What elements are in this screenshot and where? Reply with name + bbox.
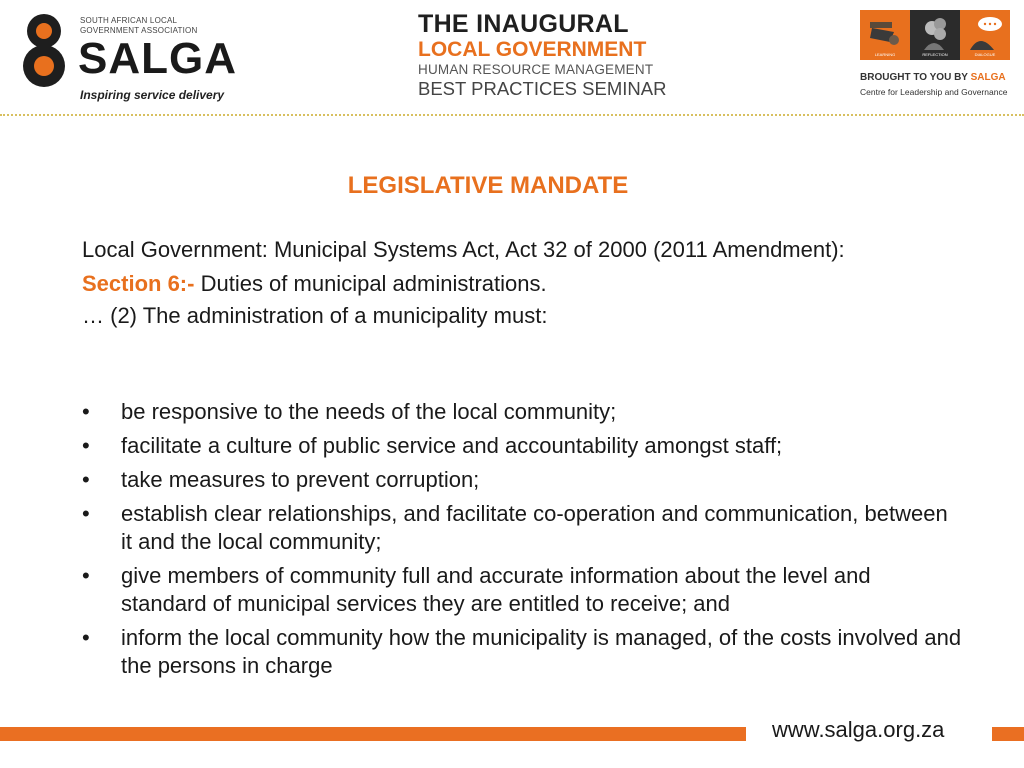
logo-association-name: SOUTH AFRICAN LOCAL GOVERNMENT ASSOCIATION <box>80 16 198 35</box>
subsection-text: … (2) The administration of a municipality must: <box>82 303 548 328</box>
salga-eight-mark-icon <box>18 10 70 90</box>
clg-tiles <box>860 10 1010 60</box>
list-item <box>82 466 962 494</box>
bullet-icon: • <box>82 433 90 458</box>
section-text: Duties of municipal administrations. <box>194 271 547 296</box>
act-reference: Local Government: Municipal Systems Act, Act 32 of 2000 (2011 Amendment): <box>82 237 845 262</box>
tile-caption-learning: LEARNING <box>874 52 896 57</box>
brought-by-line: BROUGHT TO YOU BY SALGA <box>860 72 1006 83</box>
header-divider <box>0 114 1024 116</box>
bullet-icon: • <box>82 399 90 424</box>
bullet-icon: • <box>82 563 90 588</box>
footer-url: www.salga.org.za <box>772 717 945 742</box>
section-heading <box>82 270 942 298</box>
list-item <box>82 432 962 460</box>
slide-header <box>0 0 1024 118</box>
section-label: Section 6:- <box>82 271 195 296</box>
tile-caption-reflection: REFLECTION <box>922 52 948 57</box>
reflection-tile <box>910 10 960 60</box>
seminar-line-3: HUMAN RESOURCE MANAGEMENT <box>418 62 654 77</box>
dialogue-tile <box>960 10 1010 60</box>
list-item-text: take measures to prevent corruption; <box>121 467 480 492</box>
list-item <box>82 398 962 426</box>
logo-tagline: Inspiring service delivery <box>80 88 225 102</box>
seminar-title-block <box>418 10 678 99</box>
list-item-text: be responsive to the needs of the local community; <box>121 399 617 424</box>
salga-logo <box>18 10 238 106</box>
learning-tile <box>860 10 910 60</box>
bullet-icon: • <box>82 501 90 526</box>
tile-caption-dialogue: DIALOGUE <box>974 52 996 57</box>
list-item-text: establish clear relationships, and facilitate co-operation and communication, between it and the local community; <box>121 501 948 554</box>
slide-title: LEGISLATIVE MANDATE <box>347 172 629 199</box>
list-item <box>82 562 962 618</box>
footer-bar-right <box>992 727 1024 741</box>
seminar-line-2: LOCAL GOVERNMENT <box>418 38 647 61</box>
brought-by-block <box>858 10 1014 106</box>
seminar-line-1: THE INAUGURAL <box>418 10 629 38</box>
seminar-line-4: BEST PRACTICES SEMINAR <box>418 78 667 99</box>
list-item <box>82 500 962 556</box>
brought-by-brand: SALGA <box>970 72 1006 83</box>
act-intro <box>82 236 942 330</box>
duties-list <box>82 398 962 686</box>
list-item-text: facilitate a culture of public service and accountability amongst staff; <box>121 433 783 458</box>
bullet-icon: • <box>82 625 90 650</box>
footer-bar-left <box>0 727 746 741</box>
list-item-text: give members of community full and accurate information about the level and standard of municipal services they are entitled to receive; and <box>121 563 871 616</box>
list-item <box>82 624 962 680</box>
brought-by-subtitle: Centre for Leadership and Governance <box>860 87 1008 97</box>
logo-wordmark: SALGA <box>78 34 237 83</box>
list-item-text: inform the local community how the municipality is managed, of the costs involved and the persons in charge <box>121 625 962 678</box>
bullet-icon: • <box>82 467 90 492</box>
